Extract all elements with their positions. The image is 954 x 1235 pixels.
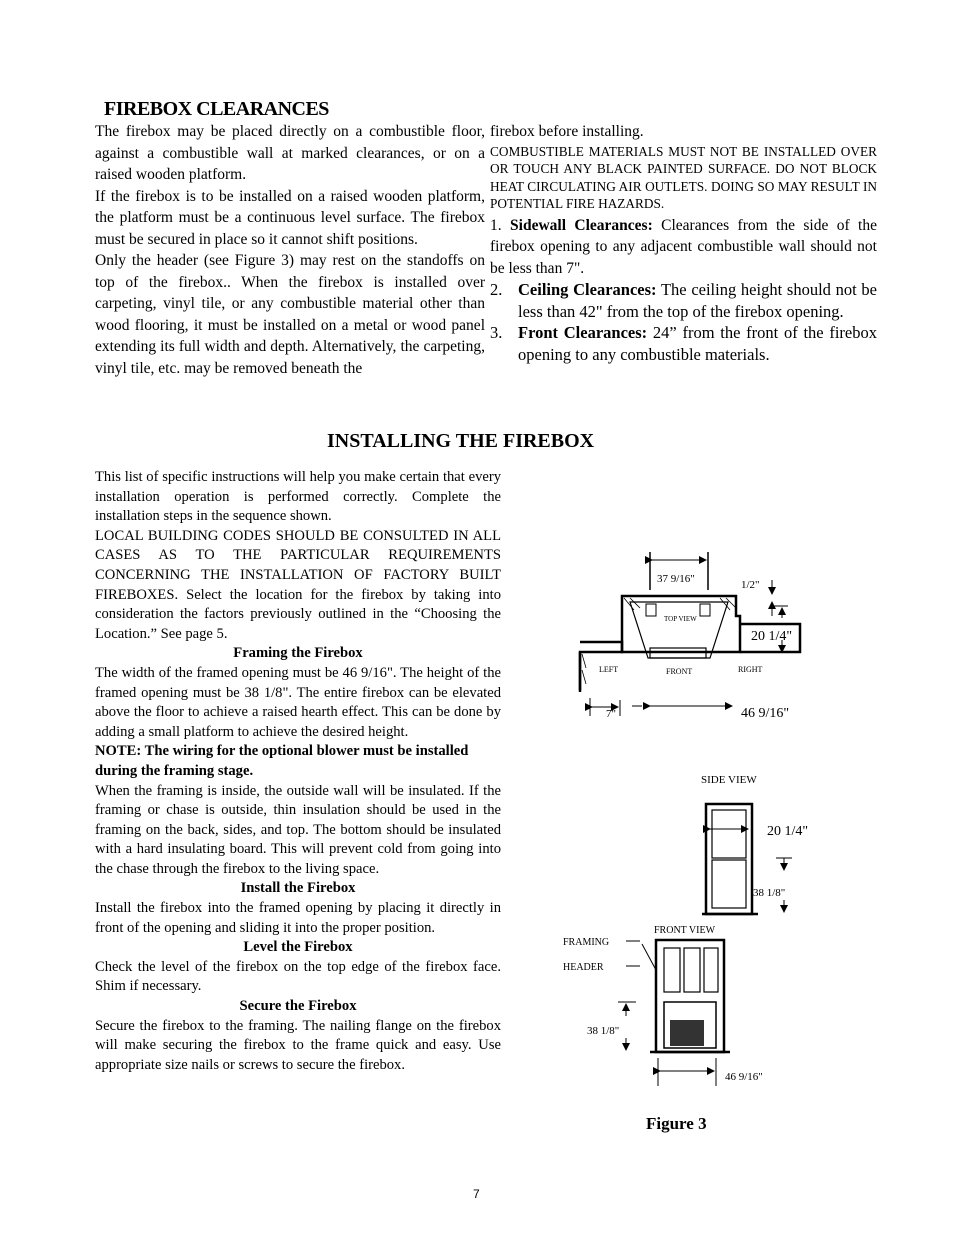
header-label: HEADER: [563, 962, 604, 973]
dim-top-overall-width: 46 9/16": [741, 706, 790, 721]
item-text: Clearances from the side of the firebox opening to any adjacent combustible wall should not be less than 7".: [490, 216, 877, 277]
item-label: Ceiling Clearances:: [518, 280, 657, 299]
insulation-text: When the framing is inside, the outside wall will be insulated. If the framing or chase is outside, thin insulation should be used in the framing on the back, sides, and top. The bottom should be insulated with a hard insulating board. This will prevent cold from going into the chase through the firebox to the living space.: [95, 782, 501, 877]
item-text: 24” from the front of the firebox opening to any combustible materials.: [518, 323, 877, 364]
top-view-label: TOP VIEW: [664, 615, 697, 623]
ceiling-clearance-item: [490, 279, 877, 322]
item-text: The ceiling height should not be less than 42" from the top of the firebox opening.: [518, 280, 877, 321]
dim-top-depth: 20 1/4": [751, 629, 793, 644]
figure-caption: Figure 3: [646, 1114, 707, 1133]
left-label: LEFT: [599, 665, 619, 674]
install-heading: INSTALLING THE FIREBOX: [327, 430, 595, 452]
dim-top-width: 37 9/16": [657, 573, 695, 585]
front-label: FRONT: [666, 667, 693, 676]
clearances-para-2: If the firebox is to be installed on a raised wooden platform, the platform must be a continuous level surface. The firebox must be secured in place so it cannot shift positions.: [95, 187, 485, 248]
framing-text: The width of the framed opening must be 46 9/16". The height of the framed opening must be 38 1/8". The entire firebox can be elevated above the floor to achieve a raised hearth effect. This can be done by adding a small platform to achieve the desired height.: [95, 664, 501, 740]
combustible-warning: COMBUSTIBLE MATERIALS MUST NOT BE INSTALLED OVER OR TOUCH ANY BLACK PAINTED SURFACE. DO NOT BLOCK HEAT CIRCULATING AIR OUTLETS. DOING SO MAY RESULT IN POTENTIAL FIRE HAZARDS.: [490, 143, 877, 211]
secure-subheading: Secure the Firebox: [239, 998, 357, 1015]
item-number: 2.: [490, 280, 503, 299]
dim-half-inch: 1/2": [741, 579, 760, 591]
install-column: [95, 468, 501, 1075]
clearance-list: [490, 279, 877, 365]
install-text: Install the firebox into the framed opening by placing it directly in front of the opening and sliding it into the proper position.: [95, 900, 501, 936]
dim-side-clearance: 7": [606, 708, 616, 720]
clearances-para-1: The firebox may be placed directly on a combustible floor, against a combustible wall at marked clearances, or on a raised wooden platform.: [95, 123, 485, 183]
front-dim-height: 38 1/8": [587, 1025, 620, 1037]
install-subheading: Install the Firebox: [240, 880, 356, 897]
level-subheading: Level the Firebox: [243, 939, 353, 956]
clearances-col2: [490, 121, 877, 365]
sidewall-clearance-item: [490, 215, 877, 280]
side-view-title: SIDE VIEW: [701, 774, 757, 786]
blower-note: NOTE: The wiring for the optional blower must be installed during the framing stage.: [95, 743, 469, 779]
item-label: Sidewall Clearances:: [510, 216, 653, 234]
clearances-col2-top: firebox before installing.: [490, 123, 644, 140]
framing-subheading: Framing the Firebox: [233, 645, 363, 662]
front-view-title: FRONT VIEW: [654, 925, 716, 936]
right-label: RIGHT: [738, 665, 763, 674]
front-clearance-item: [490, 322, 877, 365]
clearances-para-3: Only the header (see Figure 3) may rest on the standoffs on top of the firebox.. When the firebox is installed over carpeting, vinyl tile, or any combustible material other than wood flooring, it must be installed on a metal or wood panel extending its full width and depth. Alternatively, the carpeting, vinyl tile, etc. may be removed beneath the: [95, 252, 485, 377]
framing-label: FRAMING: [563, 937, 610, 948]
side-dim-height: 38 1/8": [753, 887, 786, 899]
front-view-drawing: [618, 940, 730, 1086]
clearances-col1: [95, 121, 485, 379]
item-number: 1.: [490, 216, 502, 234]
install-intro: This list of specific instructions will help you make certain that every installation operation is performed correctly. Complete the installation steps in the sequence shown.: [95, 469, 501, 525]
item-number: 3.: [490, 323, 503, 342]
item-label: Front Clearances:: [518, 323, 648, 342]
building-codes-text: LOCAL BUILDING CODES SHOULD BE CONSULTED IN ALL CASES AS TO THE PARTICULAR REQUIREMENTS CONCERNING THE INSTALLATION OF FACTORY BUILT FIREBOXES. Select the location for the firebox by taking into consideration the factors previously outlined in the “Choosing the Location.” See page 5.: [95, 527, 501, 642]
front-dim-width: 46 9/16": [725, 1071, 763, 1083]
clearances-heading: FIREBOX CLEARANCES: [104, 98, 329, 120]
secure-text: Secure the firebox to the framing. The nailing flange on the firebox will make securing the firebox to the frame quick and easy. Use appropriate size nails or screws to secure the firebox.: [95, 1017, 501, 1073]
page-number: 7: [473, 1187, 480, 1201]
level-text: Check the level of the firebox on the top edge of the firebox face. Shim if necessary.: [95, 958, 501, 995]
side-dim-depth: 20 1/4": [767, 824, 809, 839]
figure-3-drawing: [560, 540, 840, 1100]
